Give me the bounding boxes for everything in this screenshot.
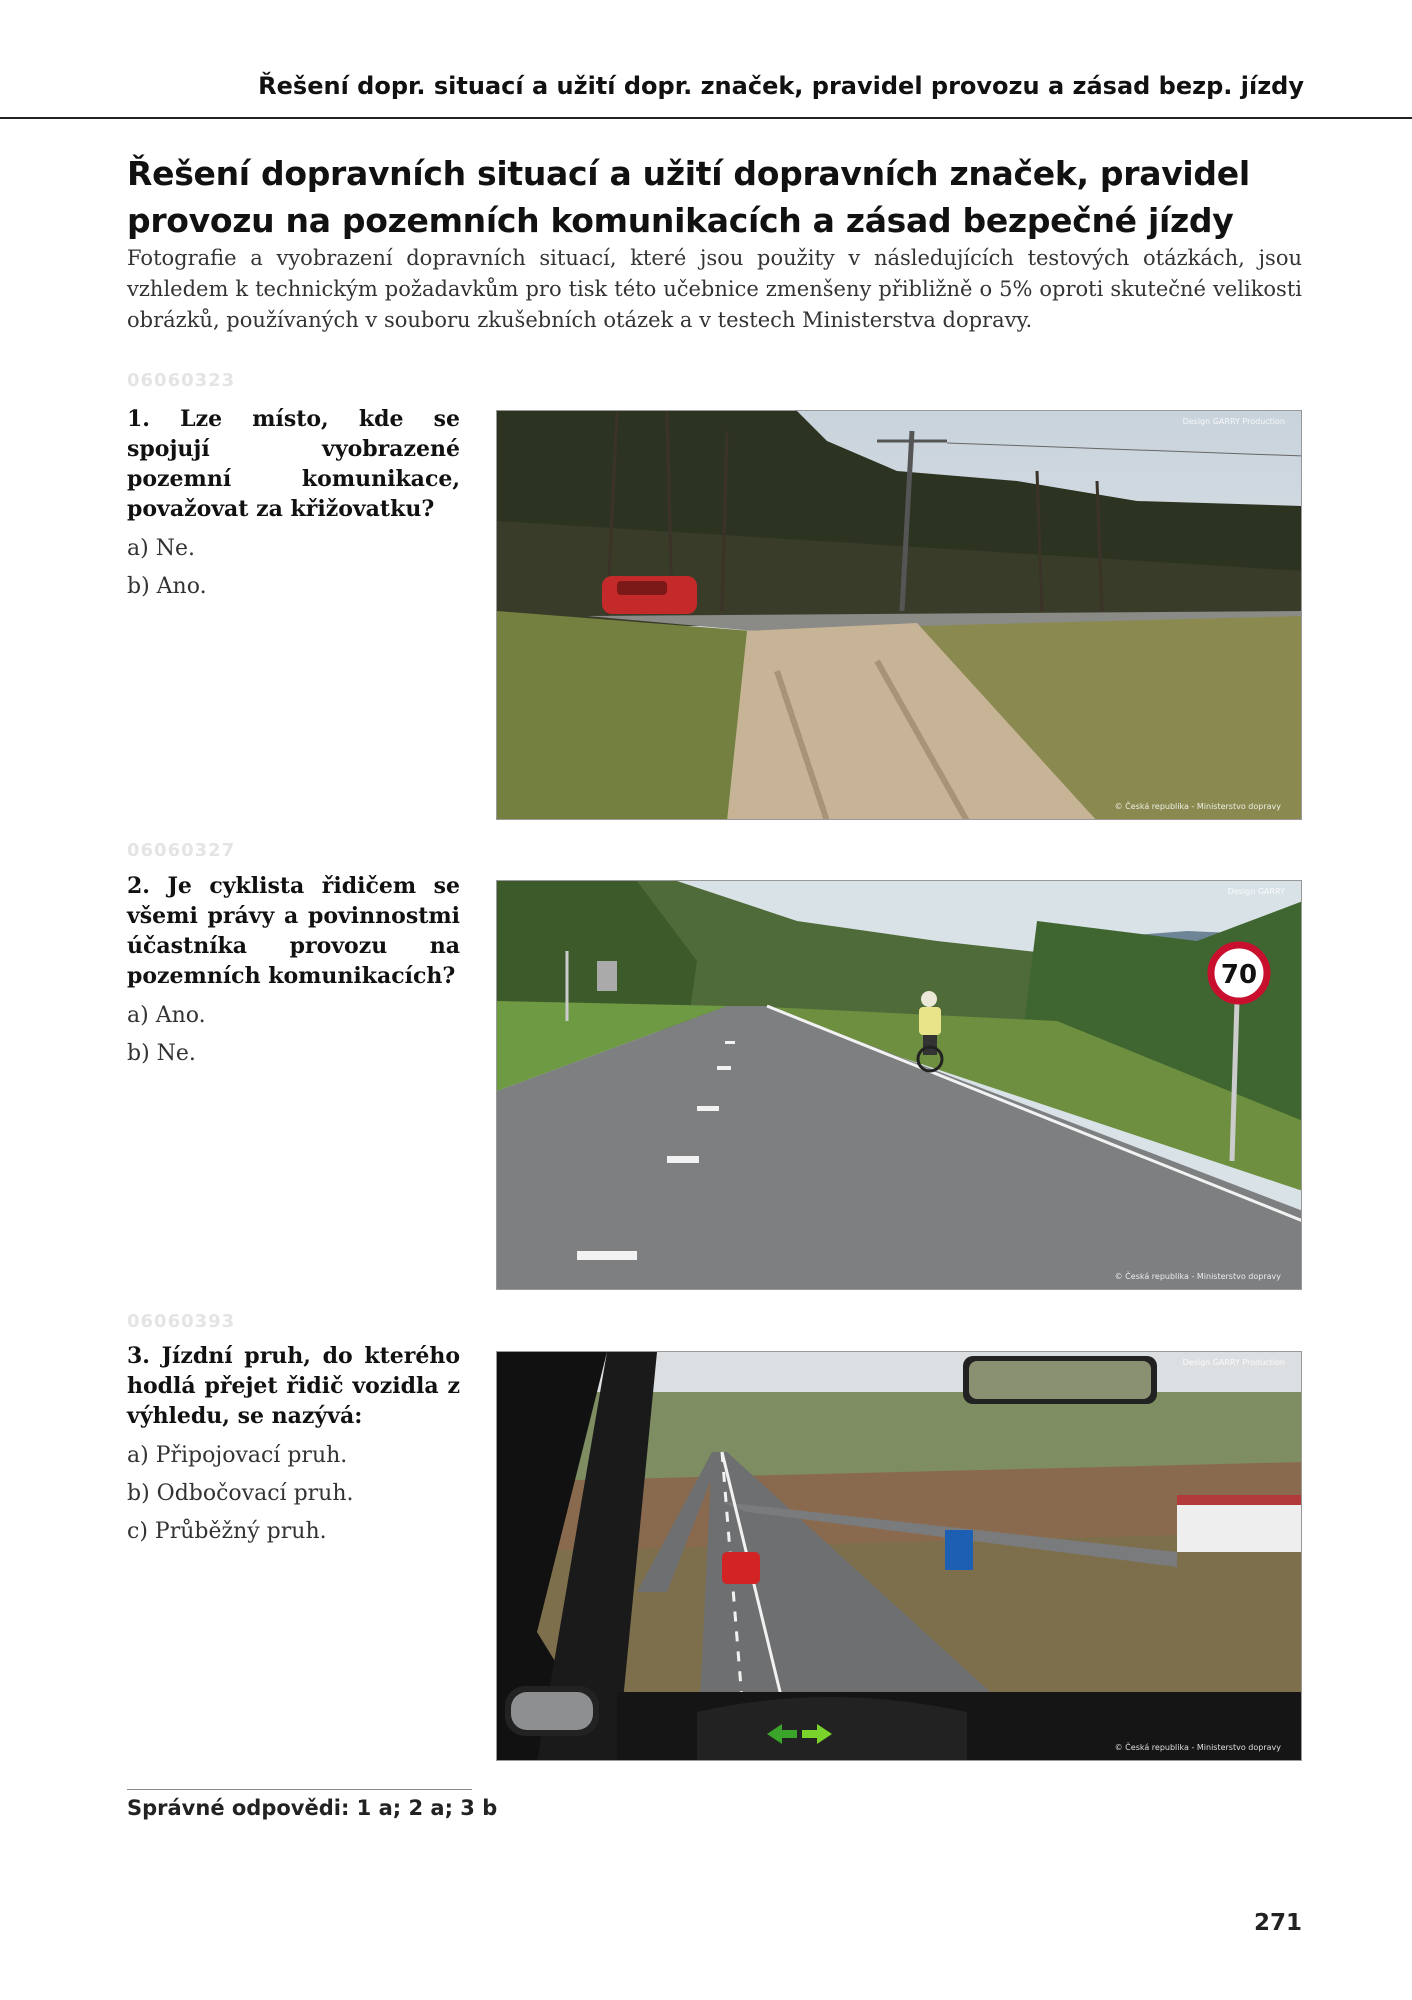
intro-paragraph: Fotografie a vyobrazení dopravních situací, které jsou použity v následujících testových otázkách, jsou vzhledem k technickým požadavkům pro tisk této učebnice zmenšeny přibližně o 5% oproti skutečné velikosti obrázků, používaných v souboru zkušebních otázek a v testech Ministerstva dopravy. [127,246,1302,332]
answer-option[interactable]: a) Ne. [127,536,195,561]
answer-option[interactable]: b) Ano. [127,574,207,599]
answer-option[interactable]: b) Odbočovací pruh. [127,1481,354,1506]
answer-option[interactable]: a) Připojovací pruh. [127,1443,348,1468]
photo-credit-top: Design GARRY [1227,887,1285,896]
page-title: Řešení dopravních situací a užití dopravních značek, pravidel provozu na pozemních komunikacích a zásad bezpečné jízdy [127,154,1250,240]
cyclist-road-illustration [497,881,1302,1290]
question-text: 3. Jízdní pruh, do kterého hodlá přejet řidič vozidla z výhledu, se nazývá: [127,1343,460,1429]
answer-option[interactable]: a) Ano. [127,1003,206,1028]
question-id: 06060327 [127,840,236,861]
question-1-photo [496,410,1302,820]
question-3-photo [496,1351,1302,1761]
question-1 [127,404,460,606]
question-text: 2. Je cyklista řidičem se všemi právy a povinnostmi účastníka provozu na pozemních komunikacích? [127,873,460,989]
photo-credit-bottom: © Česká republika - Ministerstvo dopravy [1114,1272,1281,1281]
answer-option[interactable]: b) Ne. [127,1041,196,1066]
question-2-photo [496,880,1302,1290]
rural-crossroads-illustration [497,411,1302,820]
correct-answers: Správné odpovědi: 1 a; 2 a; 3 b [127,1796,498,1820]
question-3 [127,1341,460,1551]
question-id: 06060323 [127,370,236,391]
question-2 [127,871,460,1073]
running-head: Řešení dopr. situací a užití dopr. značek, pravidel provozu a zásad bezp. jízdy [258,72,1304,100]
speed-limit-sign: 70 [1220,960,1258,990]
photo-credit-top: Design GARRY Production [1182,417,1285,426]
photo-credit-top: Design GARRY Production [1182,1358,1285,1367]
answers-rule [127,1789,472,1790]
question-text: 1. Lze místo, kde se spojují vyobrazené pozemní komunikace, považovat za křižovatku? [127,406,460,522]
page-number: 271 [1253,1910,1302,1936]
header-rule [0,117,1412,119]
answer-option[interactable]: c) Průběžný pruh. [127,1519,327,1544]
photo-credit-bottom: © Česká republika - Ministerstvo dopravy [1114,802,1281,811]
windshield-view-illustration [497,1352,1302,1761]
photo-credit-bottom: © Česká republika - Ministerstvo dopravy [1114,1743,1281,1752]
question-id: 06060393 [127,1311,236,1332]
